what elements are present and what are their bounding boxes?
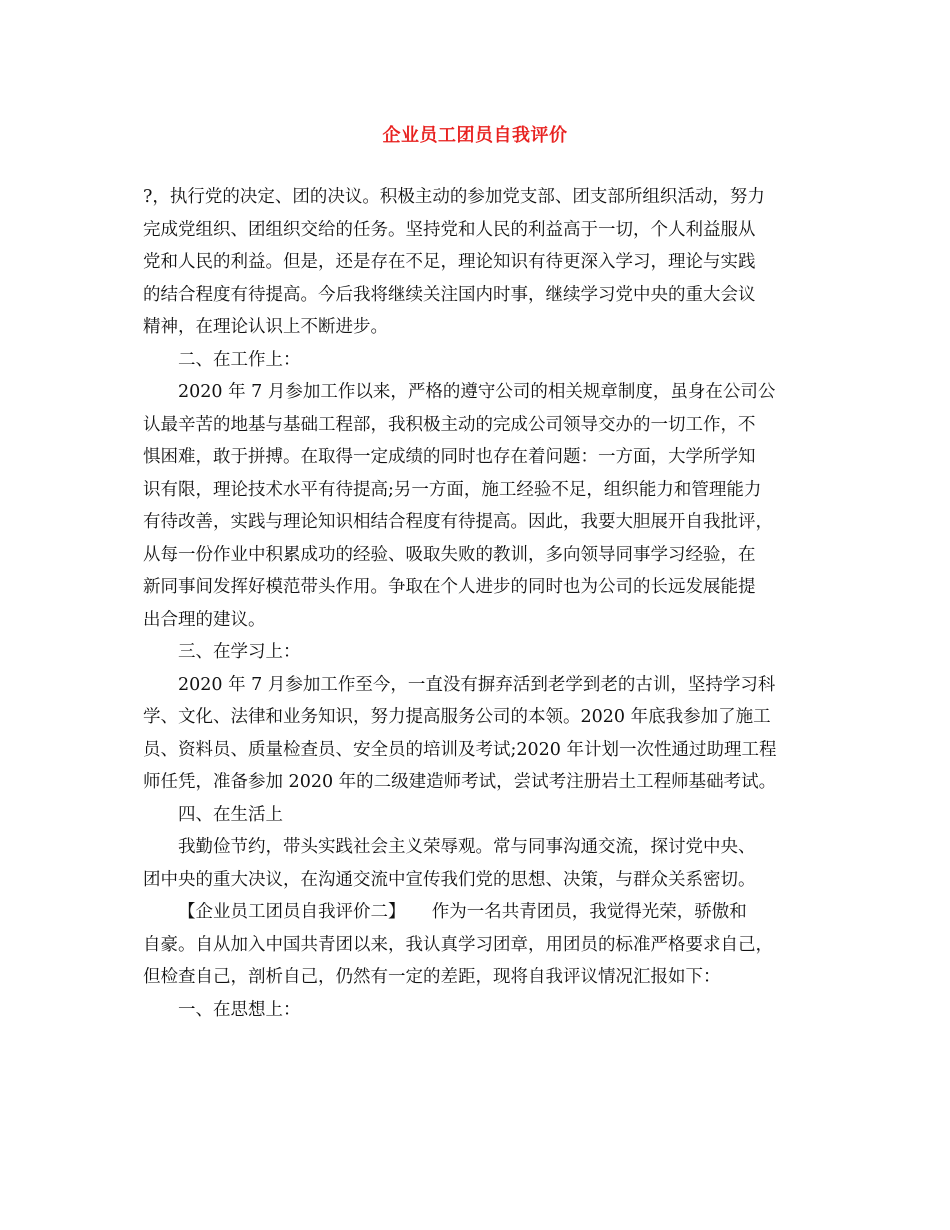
- body-line: ?，执行党的决定、团的决议。积极主动的参加党支部、团支部所组织活动，努力: [143, 187, 765, 207]
- body-line: 认最辛苦的地基与基础工程部，我积极主动的完成公司领导交办的一切工作，不: [143, 414, 756, 435]
- body-line: 我勤俭节约，带头实践社会主义荣辱观。常与同事沟通交流，探讨党中央、: [178, 837, 756, 857]
- body-line: 师任凭，准备参加 2020 年的二级建造师考试，尝试考注册岩土工程师基础考试。: [143, 772, 777, 792]
- body-line: 团中央的重大决议，在沟通交流中宣传我们党的思想、决策，与群众关系密切。: [143, 869, 756, 890]
- document-title: 企业员工团员自我评价: [382, 125, 568, 146]
- body-line: 【企业员工团员自我评价二】 作为一名共青团员，我觉得光荣，骄傲和: [178, 902, 747, 922]
- body-line: 识有限，理论技术水平有待提高;另一方面，施工经验不足，组织能力和管理能力: [143, 479, 762, 500]
- body-line: 出合理的建议。: [143, 609, 266, 630]
- body-line: 2020 年 7 月参加工作至今，一直没有摒弃活到老学到老的古训，坚持学习科: [178, 674, 776, 695]
- body-line: 三、在学习上：: [178, 642, 301, 662]
- body-line: 员、资料员、质量检查员、安全员的培训及考试;2020 年计划一次性通过助理工程: [143, 739, 777, 760]
- body-line: 精神，在理论认识上不断进步。: [143, 317, 388, 337]
- body-line: 从每一份作业中积累成功的经验、吸取失败的教训，多向领导同事学习经验，在: [143, 544, 756, 565]
- body-line: 党和人民的利益。但是，还是存在不足，理论知识有待更深入学习，理论与实践: [143, 252, 756, 272]
- body-line: 新同事间发挥好模范带头作用。争取在个人进步的同时也为公司的长远发展能提: [143, 577, 756, 597]
- body-line: 一、在思想上：: [178, 999, 301, 1020]
- body-line: 但检查自己，剖析自己，仍然有一定的差距，现将自我评议情况汇报如下：: [143, 967, 721, 987]
- body-line: 学、文化、法律和业务知识，努力提高服务公司的本领。2020 年底我参加了施工: [143, 707, 771, 727]
- body-line: 自豪。自从加入中国共青团以来，我认真学习团章，用团员的标准严格要求自己，: [143, 934, 773, 955]
- body-line: 的结合程度有待提高。今后我将继续关注国内时事，继续学习党中央的重大会议: [143, 284, 756, 305]
- body-line: 完成党组织、团组织交给的任务。坚持党和人民的利益高于一切，个人利益服从: [143, 219, 756, 240]
- body-line: 四、在生活上: [178, 804, 283, 825]
- body-line: 有待改善，实践与理论知识相结合程度有待提高。因此，我要大胆展开自我批评，: [143, 512, 773, 532]
- body-line: 2020 年 7 月参加工作以来，严格的遵守公司的相关规章制度，虽身在公司公: [178, 382, 776, 402]
- body-line: 二、在工作上：: [178, 349, 301, 370]
- body-line: 惧困难，敢于拼搏。在取得一定成绩的同时也存在着问题：一方面，大学所学知: [143, 447, 756, 467]
